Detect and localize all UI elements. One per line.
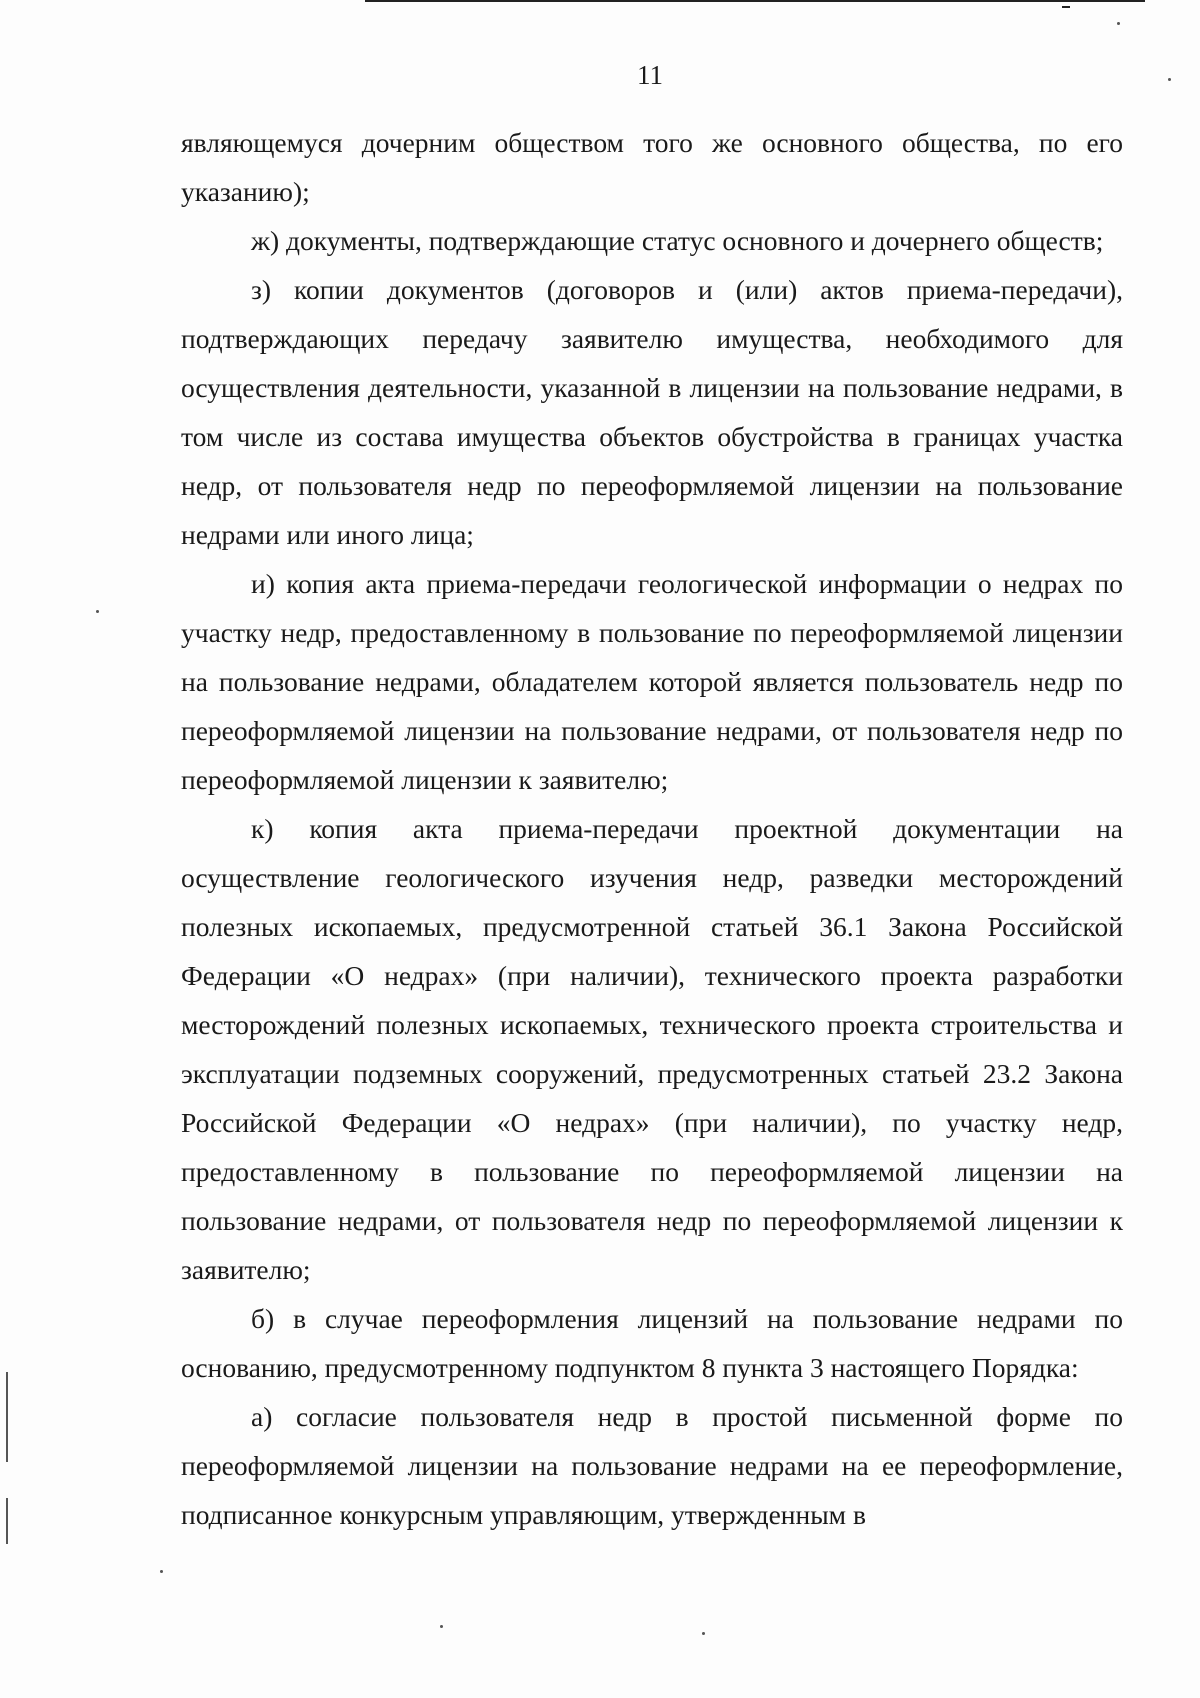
paragraph-item-k: к) копия акта приема-передачи проектной документации на осуществление геологического изучения недр, разведки месторождений полезных ископаемых, предусмотренной статьей 36.1 Закона Российской Федерации «О недрах» (при наличии), технического проекта разработки месторождений полезных ископаемых, технического проекта строительства и эксплуатации подземных сооружений, предусмотренных статьей 23.2 Закона Российской Федерации «О недрах» (при наличии), по участку недр, предоставленному в пользование по переоформляемой лицензии на пользование недрами, от пользователя недр по переоформляемой лицензии к заявителю; xyxy=(181,813,1123,1285)
scan-speck xyxy=(440,1625,443,1628)
scan-top-edge xyxy=(365,0,1145,2)
paragraph-item-a: а) согласие пользователя недр в простой письменной форме по переоформляемой лицензии на пользование недрами на ее переоформление, подписанное конкурсным управляющим, утвержденным в xyxy=(181,1401,1123,1530)
scan-mark xyxy=(1062,6,1070,8)
paragraph-continuation: являющемуся дочерним обществом того же основного общества, по его указанию); xyxy=(181,127,1123,207)
paragraph-item-z: з) копии документов (договоров и (или) актов приема-передачи), подтверждающих передачу заявителю имущества, необходимого для осуществления деятельности, указанной в лицензии на пользование недрами, в том числе из состава имущества объектов обустройства в границах участка недр, от пользователя недр по переоформляемой лицензии на пользование недрами или иного лица; xyxy=(181,274,1123,550)
scan-margin-line xyxy=(6,1498,8,1544)
scan-speck xyxy=(1117,22,1120,25)
paragraph-item-zh: ж) документы, подтверждающие статус основного и дочернего обществ; xyxy=(251,225,1104,256)
page-number: 11 xyxy=(637,60,663,90)
scan-margin-line xyxy=(6,1372,8,1462)
paragraph-item-6: б) в случае переоформления лицензий на пользование недрами по основанию, предусмотренному подпунктом 8 пункта 3 настоящего Порядка: xyxy=(181,1303,1123,1383)
scan-speck xyxy=(702,1632,705,1635)
paragraph-item-i: и) копия акта приема-передачи геологической информации о недрах по участку недр, предоставленному в пользование по переоформляемой лицензии на пользование недрами, обладателем которой является пользователь недр по переоформляемой лицензии на пользование недрами, от пользователя недр по переоформляемой лицензии к заявителю; xyxy=(181,568,1123,795)
scan-speck xyxy=(160,1570,163,1573)
scan-speck xyxy=(96,610,99,613)
document-body xyxy=(181,118,1123,1539)
